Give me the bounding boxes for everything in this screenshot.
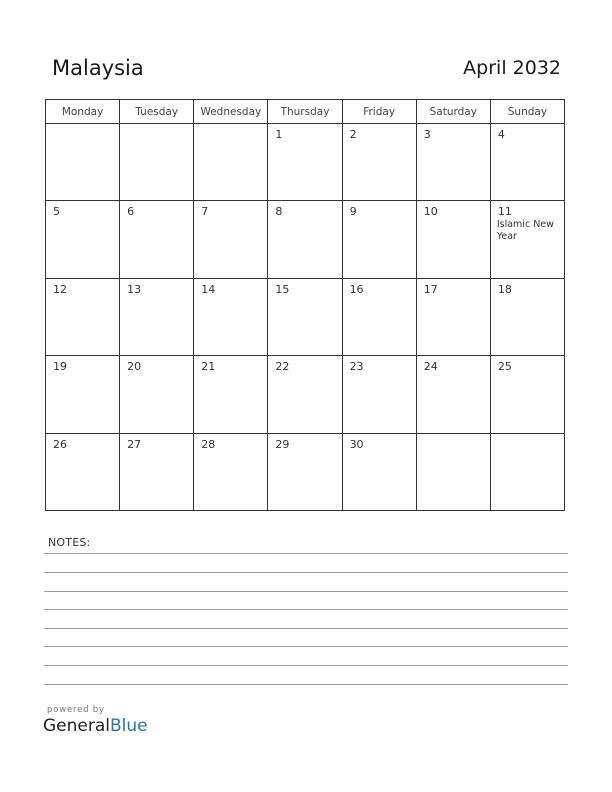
- day-cell: [490, 201, 564, 278]
- note-line: [44, 646, 568, 647]
- day-number: 3: [423, 128, 431, 141]
- weekday-header: Saturday: [416, 100, 490, 124]
- day-cell: [490, 278, 564, 355]
- brand-name-part2: Blue: [110, 716, 148, 736]
- day-cell: [194, 124, 268, 201]
- weekday-header: Thursday: [268, 100, 342, 124]
- day-cell: [416, 278, 490, 355]
- day-number: 16: [349, 282, 364, 296]
- weekday-header: Friday: [342, 100, 416, 124]
- day-cell: [342, 433, 416, 510]
- day-cell: [46, 356, 120, 433]
- holiday-label: Islamic New Year: [496, 219, 554, 243]
- day-number: 29: [275, 437, 290, 451]
- week-row: [46, 124, 565, 201]
- day-cell: [268, 201, 342, 278]
- day-number: 6: [127, 205, 135, 219]
- week-row: [46, 433, 565, 510]
- day-number: 4: [497, 128, 505, 141]
- day-cell: [342, 201, 416, 278]
- country-title: Malaysia: [52, 56, 144, 80]
- day-number: 14: [201, 282, 216, 296]
- day-number: 27: [127, 437, 142, 451]
- day-cell: [268, 433, 342, 510]
- day-number: 25: [497, 360, 512, 374]
- day-number: 30: [349, 437, 364, 451]
- week-row: [46, 278, 565, 355]
- month-title: April 2032: [463, 57, 561, 79]
- day-cell: [268, 124, 342, 201]
- day-number: 19: [53, 360, 67, 374]
- day-cell: [46, 433, 120, 510]
- day-number: 9: [349, 205, 357, 219]
- notes-label: NOTES:: [48, 536, 91, 549]
- note-line: [44, 609, 568, 610]
- day-cell: [268, 356, 342, 433]
- powered-by-text: powered by: [47, 705, 105, 715]
- day-cell: [120, 201, 194, 278]
- note-line: [44, 572, 568, 573]
- day-number: 10: [423, 205, 438, 219]
- day-cell: [416, 356, 490, 433]
- day-number: 17: [423, 282, 438, 296]
- weekday-header: Sunday: [490, 100, 564, 124]
- day-cell: [194, 201, 268, 278]
- day-cell: [490, 356, 564, 433]
- calendar-grid: [45, 99, 565, 511]
- day-cell: [120, 433, 194, 510]
- day-cell: [416, 433, 490, 510]
- day-number: 1: [275, 128, 283, 141]
- weekday-header: Tuesday: [120, 100, 194, 124]
- day-cell: [120, 124, 194, 201]
- weekday-header: Monday: [46, 100, 120, 124]
- day-cell: [416, 201, 490, 278]
- day-number: 28: [201, 437, 216, 451]
- day-number: 23: [349, 360, 364, 374]
- weekday-header: Wednesday: [194, 100, 268, 124]
- day-number: 13: [127, 282, 142, 296]
- day-cell: [194, 356, 268, 433]
- day-cell: [120, 278, 194, 355]
- week-row: [46, 356, 565, 433]
- day-number: 2: [349, 128, 357, 141]
- note-line: [44, 553, 568, 554]
- day-number: 15: [275, 282, 290, 296]
- day-number: 12: [53, 282, 67, 296]
- brand-name-part1: General: [43, 716, 110, 736]
- day-cell: [342, 278, 416, 355]
- day-cell: [342, 124, 416, 201]
- day-number: 26: [53, 437, 67, 451]
- week-row: [46, 201, 565, 278]
- day-number: 21: [201, 360, 216, 374]
- day-number: 5: [53, 205, 60, 219]
- day-cell: [194, 278, 268, 355]
- day-cell: [46, 201, 120, 278]
- day-cell: [416, 124, 490, 201]
- day-cell: [194, 433, 268, 510]
- day-cell: [46, 124, 120, 201]
- day-number: 18: [497, 282, 512, 296]
- day-cell: [46, 278, 120, 355]
- day-cell: [120, 356, 194, 433]
- day-number: 8: [275, 205, 283, 219]
- weekday-header-row: [46, 100, 565, 124]
- day-cell: [342, 356, 416, 433]
- day-cell: [268, 278, 342, 355]
- day-number: 11: [497, 205, 512, 219]
- day-number: 7: [201, 205, 209, 219]
- note-line: [44, 684, 568, 685]
- day-number: 24: [423, 360, 438, 374]
- brand-logo: [43, 716, 148, 736]
- day-number: 20: [127, 360, 142, 374]
- note-line: [44, 628, 568, 629]
- day-cell: [490, 433, 564, 510]
- note-line: [44, 591, 568, 592]
- day-cell: [490, 124, 564, 201]
- day-number: 22: [275, 360, 290, 374]
- note-line: [44, 665, 568, 666]
